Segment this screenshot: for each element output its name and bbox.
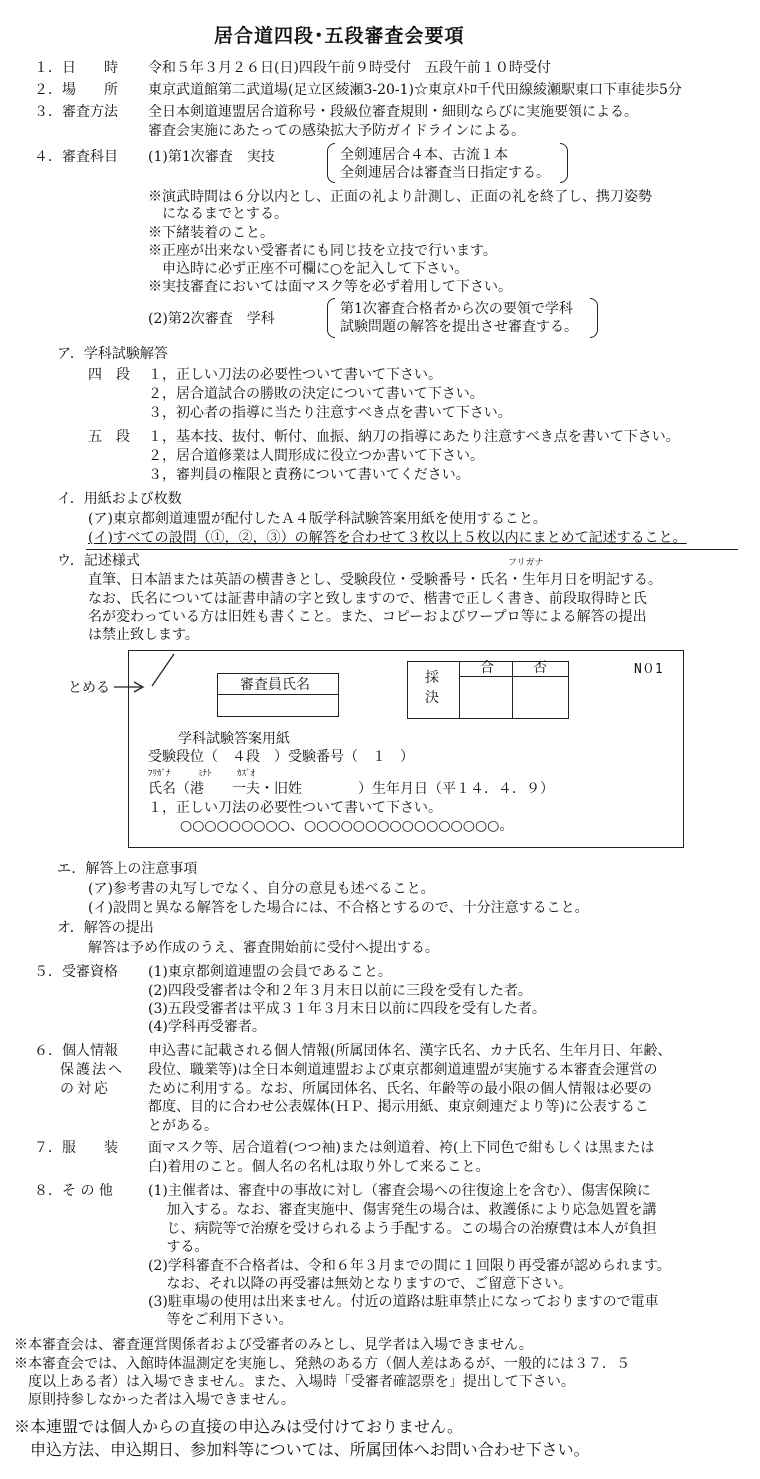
footer-note: ※本審査会は、審査運営関係者および受審者のみとし、見学者は入場できません。 <box>14 1337 533 1353</box>
saiketsu-label: 採 <box>425 670 439 686</box>
divider <box>86 549 738 550</box>
examiner-name-label: 審査員氏名 <box>240 677 310 693</box>
fail-label: 否 <box>533 660 547 676</box>
format-line: は禁止致します。 <box>88 627 199 643</box>
other-line: じ、病院等で治療を受けられるよう手配する。この場合の治療費は本人が負担 <box>148 1221 657 1237</box>
second-exam-label: (2)第2次審査 学科 <box>148 311 275 327</box>
other-line: (3)駐車場の使用は出来ません。付近の道路は駐車禁止になっておりますので電車 <box>148 1294 659 1310</box>
sheet-dan: 受験段位（ ４段 ）受験番号（ １ ） <box>148 749 414 765</box>
godan-question: ３，審判員の権限と責務について書いてください。 <box>148 467 470 483</box>
privacy-line: とがある。 <box>148 1118 218 1134</box>
other-line: なお、それ以降の再受審は無効となりますので、ご留意下さい。 <box>148 1276 573 1292</box>
section-3-label: ３．審査方法 <box>34 104 118 120</box>
eligibility-line: (1)東京都剣道連盟の会員であること。 <box>148 964 392 980</box>
paper-rule-underlined: (イ)すべての設問（①，②，③）の解答を合わせて３枚以上５枚以内にまとめて記述すること。 <box>88 530 687 546</box>
other-line: 加入する。なお、審査実施中、傷害発生の場合は、救護係により応急処置を講 <box>148 1202 657 1218</box>
other-line: する。 <box>148 1239 209 1255</box>
yondan-question: ２，居合道試合の勝敗の決定について書いて下さい。 <box>148 386 484 402</box>
pass-label: 合 <box>480 660 494 676</box>
note-line: ※正座が出来ない受審者にも同じ技を立技で行います。 <box>148 243 497 259</box>
format-line: なお、氏名については証書申請の字と致しますので、楷書で正しく書き、前段取得時と氏 <box>88 591 647 607</box>
subsection-a-label: ア．学科試験解答 <box>57 346 168 362</box>
ruby-furigana: ﾌﾘｶﾞﾅ <box>148 769 171 779</box>
yondan-question: １，正しい刀法の必要性ついて書いて下さい。 <box>148 367 442 383</box>
note-line: 申込時に必ず正座不可欄に○を記入して下さい。 <box>148 261 469 277</box>
section-4-label: ４．審査科目 <box>34 149 118 165</box>
subsection-o-label: オ．解答の提出 <box>57 920 154 936</box>
eligibility-line: (4)学科再受審者。 <box>148 1019 266 1035</box>
second-exam-detail: 第1次審査合格者から次の要領で学科 <box>340 301 573 317</box>
sheet-answer: ○○○○○○○○○、○○○○○○○○○○○○○○○○。 <box>180 818 514 834</box>
section-3-line: 審査会実施にあたっての感染拡大予防ガイドラインによる。 <box>148 123 526 139</box>
grid-line <box>459 676 568 677</box>
yondan-label: 四 段 <box>88 367 130 383</box>
page-title: 居合道四段･五段審査会要項 <box>214 25 465 47</box>
section-6-label: ６．個人情報 <box>34 1043 118 1059</box>
section-2-text: 東京武道館第二武道場(足立区綾瀬3-20-1)☆東京ﾒﾄﾛ千代田線綾瀬駅東口下車徒歩5分 <box>148 82 682 98</box>
furigana-ruby: フリガナ <box>508 558 544 568</box>
ruby-kazuo: ｶｽﾞｵ <box>237 769 256 779</box>
eligibility-line: (2)四段受審者は令和２年３月末日以前に三段を受有した者。 <box>148 983 532 999</box>
section-3-line: 全日本剣道連盟居合道称号・段級位審査規則・細則ならびに実施要領による。 <box>148 104 638 120</box>
sheet-number: N０1 <box>634 662 663 677</box>
footer-note: 原則持参しなかった者は入場できません。 <box>14 1392 295 1408</box>
ruby-minato: ﾐﾅﾄ <box>198 769 212 779</box>
footer-notice: 申込方法、申込期日、参加料等については、所属団体へお問い合わせ下さい。 <box>14 1440 590 1459</box>
first-exam-detail: 全剣連居合４本、古流１本 <box>340 147 508 163</box>
section-1-label: １．日 時 <box>34 60 118 76</box>
subsection-u-label: ウ．記述様式 <box>57 553 140 569</box>
section-6-label: の対応 <box>60 1081 111 1097</box>
note-line: ※下緒装着のこと。 <box>148 225 274 241</box>
godan-question: １，基本技、抜付、斬付、血振、納刀の指導にあたり注意すべき点を書いて下さい。 <box>148 429 680 445</box>
grid-line <box>459 661 460 718</box>
brace-left <box>327 143 335 183</box>
footer-note: 度以上ある者）は入場できません。また、入場時「受審者確認票を」提出して下さい。 <box>14 1374 575 1390</box>
yondan-question: ３，初心者の指導に当たり注意すべき点を書いて下さい。 <box>148 405 512 421</box>
privacy-line: 申込書に記載される個人情報(所属団体名、漢字氏名、カナ氏名、生年月日、年齢、 <box>148 1043 672 1059</box>
tomeru-label: とめる <box>68 680 110 696</box>
sheet-name: 氏名（港 一夫・旧姓 ）生年月日（平１４．４．９） <box>148 781 554 797</box>
eligibility-line: (3)五段受審者は平成３１年３月末日以前に四段を受有した者。 <box>148 1001 546 1017</box>
godan-question: ２，居合道修業は人間形成に役立つか書いて下さい。 <box>148 448 484 464</box>
note-line: になるまでとする。 <box>148 206 288 222</box>
section-8-label: ８．そ の 他 <box>34 1183 113 1199</box>
other-line: 等をご利用下さい。 <box>148 1312 293 1328</box>
privacy-line: 都度、目的に合わせ公表媒体(ＨＰ、掲示用紙、東京剣連だより等)に公表するこ <box>148 1099 649 1115</box>
brace-left <box>327 298 335 338</box>
sheet-question: １，正しい刀法の必要性ついて書いて下さい。 <box>148 800 442 816</box>
section-7-label: ７．服 装 <box>34 1140 118 1156</box>
grid-line <box>217 694 338 695</box>
other-line: (1)主催者は、審査中の事故に対し（審査会場への往復途上を含む）、傷害保険に <box>148 1183 651 1199</box>
other-line: (2)学科審査不合格者は、令和６年３月までの間に１回限り再受審が認められます。 <box>148 1258 671 1274</box>
subsection-e-label: エ．解答上の注意事項 <box>57 861 198 877</box>
second-exam-detail: 試験問題の解答を提出させ審査する。 <box>340 319 578 335</box>
attire-line: 面マスク等、居合道着(つつ袖)または剣道着、袴(上下同色で紺もしくは黒または <box>148 1140 655 1156</box>
godan-label: 五 段 <box>88 429 130 445</box>
note-line: ※実技審査においては面マスク等を必ず着用して下さい。 <box>148 279 512 295</box>
section-6-label: 保護法へ <box>60 1062 124 1078</box>
sheet-title: 学科試験答案用紙 <box>178 731 290 747</box>
footer-notice: ※本連盟では個人からの直接の申込みは受付けておりません。 <box>14 1417 463 1436</box>
section-2-label: ２．場 所 <box>34 82 118 98</box>
caution-line: (イ)設問と異なる解答をした場合には、不合格とするので、十分注意すること。 <box>88 900 589 916</box>
format-line: 名が変わっている方は旧姓も書くこと。また、コピーおよびワープロ等による解答の提出 <box>88 609 647 625</box>
privacy-line: ために利用する。なお、所属団体名、氏名、年齢等の最小限の個人情報は必要の <box>148 1081 652 1097</box>
footer-note: ※本審査会では、入館時体温測定を実施し、発熱のある方（個人差はあるが、一般的には３７．５ <box>14 1356 630 1372</box>
caution-line: (ア)参考書の丸写しでなく、自分の意見も述べること。 <box>88 881 435 897</box>
saiketsu-label: 決 <box>425 690 439 706</box>
brace-right <box>590 298 598 338</box>
section-5-label: ５．受審資格 <box>34 964 118 980</box>
paper-rule: (ア)東京都剣道連盟が配付したＡ４版学科試験答案用紙を使用すること。 <box>88 511 547 527</box>
brace-right <box>560 143 568 183</box>
first-exam-detail: 全剣連居合は審査当日指定する。 <box>340 165 550 181</box>
format-line: 直筆、日本語または英語の横書きとし、受験段位・受験番号・氏名・生年月日を明記する。 <box>88 572 662 588</box>
note-line: ※演武時間は６分以内とし、正面の礼より計測し、正面の礼を終了し、携刀姿勢 <box>148 189 652 205</box>
first-exam-label: (1)第1次審査 実技 <box>148 149 275 165</box>
grid-line <box>512 661 513 718</box>
privacy-line: 段位、職業等)は全日本剣道連盟および東京都剣道連盟が実施する本審査会運営の <box>148 1062 658 1078</box>
submission-text: 解答は予め作成のうえ、審査開始前に受付へ提出する。 <box>88 940 439 956</box>
attire-line: 白)着用のこと。個人名の名札は取り外して来ること。 <box>148 1159 490 1175</box>
section-1-text: 令和５年３月２６日(日)四段午前９時受付 五段午前１０時受付 <box>148 60 551 76</box>
subsection-i-label: イ．用紙および枚数 <box>57 491 182 507</box>
